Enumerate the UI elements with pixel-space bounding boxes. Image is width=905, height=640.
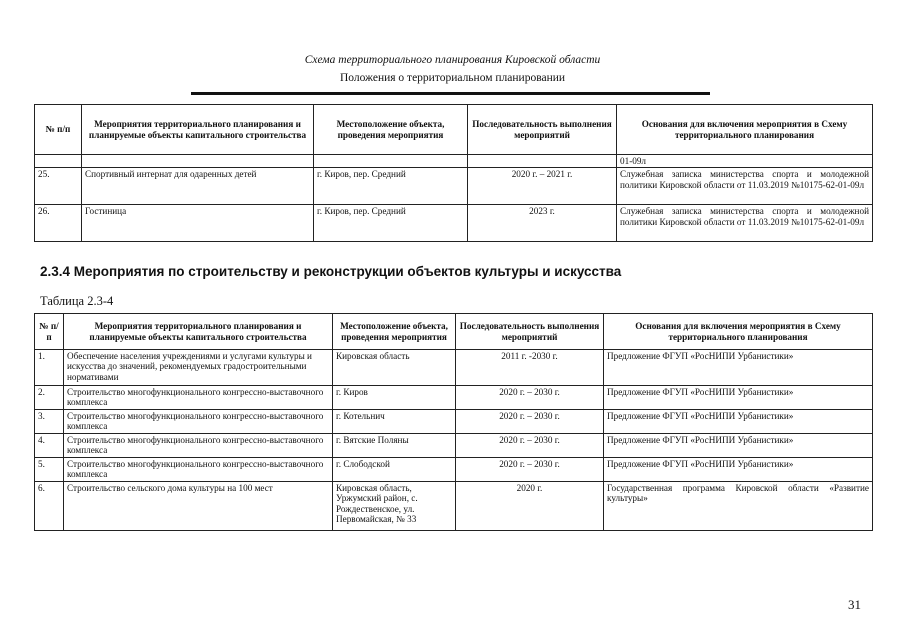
period-cell: 2020 г. – 2030 г. (456, 458, 604, 482)
row-number: 1. (35, 350, 64, 386)
period-cell: 2023 г. (468, 205, 617, 242)
location-cell: г. Вятские Поляны (333, 434, 456, 458)
location-cell: г. Котельнич (333, 410, 456, 434)
row-number: 3. (35, 410, 64, 434)
period-cell: 2020 г. – 2030 г. (456, 410, 604, 434)
col-header-name: Мероприятия территориального планирования и планируемые объекты капитального строительства (82, 105, 314, 155)
basis-cell: Предложение ФГУП «РосНИПИ Урбанистики» (604, 350, 873, 386)
table-row (35, 168, 873, 205)
period-cell: 2011 г. -2030 г. (456, 350, 604, 386)
table-caption: Таблица 2.3-4 (40, 294, 114, 308)
location-cell: Кировская область, Уржумский район, с. Рождественское, ул. Первомайская, № 33 (333, 482, 456, 531)
col-header-period: Последовательность выполнения мероприятий (456, 314, 604, 350)
table-row (35, 386, 873, 410)
table-header-row (35, 105, 873, 155)
table-row (35, 410, 873, 434)
col-header-basis: Основания для включения мероприятия в Схему территориального планирования (617, 105, 873, 155)
col-header-location: Местоположение объекта, проведения мероприятия (333, 314, 456, 350)
table-row-continuation (35, 155, 873, 168)
period-cell: 2020 г. (456, 482, 604, 531)
event-cell: Строительство многофункционального конгрессно-выставочного комплекса (64, 386, 333, 410)
period-cell: 2020 г. – 2021 г. (468, 168, 617, 205)
page-number: 31 (848, 597, 861, 612)
event-cell: Строительство многофункционального конгрессно-выставочного комплекса (64, 410, 333, 434)
basis-cell: Государственная программа Кировской области «Развитие культуры» (604, 482, 873, 531)
table-row (35, 434, 873, 458)
row-number: 25. (35, 168, 82, 205)
event-cell: Строительство сельского дома культуры на 100 мест (64, 482, 333, 531)
table-row (35, 205, 873, 242)
basis-cell: Предложение ФГУП «РосНИПИ Урбанистики» (604, 458, 873, 482)
row-number: 5. (35, 458, 64, 482)
col-header-num: № п/п (35, 314, 64, 350)
period-cell: 2020 г. – 2030 г. (456, 386, 604, 410)
location-cell: г. Киров, пер. Средний (314, 168, 468, 205)
basis-cell: Предложение ФГУП «РосНИПИ Урбанистики» (604, 386, 873, 410)
row-number: 4. (35, 434, 64, 458)
location-cell: г. Киров (333, 386, 456, 410)
period-cell: 2020 г. – 2030 г. (456, 434, 604, 458)
col-header-num: № п/п (35, 105, 82, 155)
col-header-basis: Основания для включения мероприятия в Схему территориального планирования (604, 314, 873, 350)
event-cell: Обеспечение населения учреждениями и услугами культуры и искусства до значений, рекомендуемых градостроительными нормативами (64, 350, 333, 386)
row-number: 2. (35, 386, 64, 410)
col-header-name: Мероприятия территориального планирования и планируемые объекты капитального строительства (64, 314, 333, 350)
col-header-period: Последовательность выполнения мероприятий (468, 105, 617, 155)
table-row (35, 458, 873, 482)
table-row (35, 482, 873, 531)
basis-cell: 01-09л (617, 155, 873, 168)
event-cell: Строительство многофункционального конгрессно-выставочного комплекса (64, 458, 333, 482)
basis-cell: Служебная записка министерства спорта и молодежной политики Кировской области от 11.03.2019 №10175-62-01-09л (617, 205, 873, 242)
document-header-title: Схема территориального планирования Кировской области (304, 54, 601, 66)
document-header-subtitle: Положения о территориальном планировании (339, 72, 566, 84)
event-cell: Строительство многофункционального конгрессно-выставочного комплекса (64, 434, 333, 458)
location-cell: г. Слободской (333, 458, 456, 482)
location-cell: г. Киров, пер. Средний (314, 205, 468, 242)
row-number: 26. (35, 205, 82, 242)
row-number: 6. (35, 482, 64, 531)
event-cell: Спортивный интернат для одаренных детей (82, 168, 314, 205)
event-cell: Гостиница (82, 205, 314, 242)
events-table-culture (34, 313, 873, 531)
col-header-location: Местоположение объекта, проведения мероприятия (314, 105, 468, 155)
basis-cell: Предложение ФГУП «РосНИПИ Урбанистики» (604, 434, 873, 458)
basis-cell: Служебная записка министерства спорта и молодежной политики Кировской области от 11.03.2019 №10175-62-01-09л (617, 168, 873, 205)
table-row (35, 350, 873, 386)
location-cell: Кировская область (333, 350, 456, 386)
header-rule (191, 92, 710, 95)
events-table-sport (34, 104, 873, 242)
section-heading: 2.3.4 Мероприятия по строительству и реконструкции объектов культуры и искусства (40, 264, 622, 279)
table-header-row (35, 314, 873, 350)
basis-cell: Предложение ФГУП «РосНИПИ Урбанистики» (604, 410, 873, 434)
